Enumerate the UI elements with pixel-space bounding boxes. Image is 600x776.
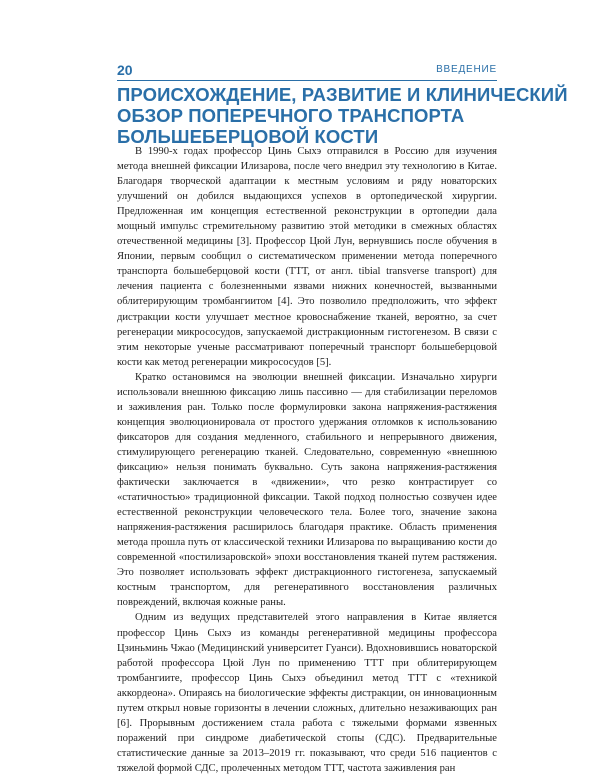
paragraph: Одним из ведущих представителей этого направления в Китае является профессор Цинь Сыхэ из команды регенеративной медицины профессора Цзиньминь Чжао (Медицинский университет Гуанси). Вдохновившись новаторской работой профессора Цюй Лун по применению ТТТ при облитерирующем тромбангиите, профессор Цинь Сыхэ объединил метод ТТТ с «техникой аккордеона». Опираясь на биологические эффекты дистракции, он инновационным путем открыл новые горизонты в лечении сложных, длительно незаживающих ран [6]. Прорывным достижением стала работа с тяжелыми формами язвенных поражений при синдроме диабетической стопы (СДС). Предварительные статистические данные за 2013–2019 гг. показывают, что среди 516 пациентов с тяжелой формой СДС, пролеченных методом ТТТ, частота заживления ран [117,612,497,774]
paragraph: Кратко остановимся на эволюции внешней фиксации. Изначально хирурги использовали внешнюю фиксацию лишь пассивно — для стабилизации переломов и заживления ран. Только после формулировки закона напряжения-растяжения концепция эволюционировала от простого удержания отломков к использованию фиксаторов для создания медленного, стабильного и непрерывного движения, стимулирующего регенерацию тканей. Следовательно, современную «внешнюю фиксацию» нельзя понимать буквально. Суть закона напряжения-растяжения фактически заключается в «движении», что резко контрастирует со «статичностью» традиционной фиксации. Такой подход полностью созвучен идее естественной реконструкции человеческого тела. Более того, значение закона напряжения-растяжения расширилось благодаря практике. Область применения метода прошла путь от классической техники Илизарова по выращиванию кости до современной «постилизаровской» эпохи восстановления тканей путем растяжения. Это позволяет использовать эффект дистракционного гистогенеза, запускаемый костным транспортом, для регенеративного восстановления различных повреждений, включая кожные раны. [117,371,497,609]
chapter-title-line: ОБЗОР ПОПЕРЕЧНОГО ТРАНСПОРТА [117,105,465,126]
chapter-title-line: ПРОИСХОЖДЕНИЕ, РАЗВИТИЕ И КЛИНИЧЕСКИЙ [117,84,568,105]
chapter-title-line: БОЛЬШЕБЕРЦОВОЙ КОСТИ [117,126,379,147]
section-label: ВВЕДЕНИЕ [436,64,497,75]
page-number: 20 [117,62,133,78]
paragraph: В 1990-х годах профессор Цинь Сыхэ отправился в Россию для изучения метода внешней фиксации Илизарова, после чего внедрил эту технологию в Китае. Благодаря творческой адаптации к местным условиям и ряду новаторских улучшений он добился выдающихся успехов в ортопедической хирургии. Предложенная им концепция естественной реконструкции в ортопедии дала мощный импульс стремительному развитию этой методики в смежных областях отечественной медицины [3]. Профессор Цюй Лун, вернувшись после обучения в Японии, первым сообщил о систематическом применении метода поперечного транспорта большеберцовой кости (ТТТ, от англ. tibial transverse transport) для лечения пациента с болезненными язвами нижних конечностей, вызванными облитерирующим тромбангиитом [4]. Это позволило предположить, что эффект дистракции кости улучшает местное кровоснабжение тканей, вероятно, за счет регенерации микрососудов, запускаемой дистракционным гистогенезом. В связи с этим некоторые ученые рассматривают поперечный транспорт большеберцовой кости как метод регенерации микрососудов [5]. [117,146,497,368]
body-text [117,144,497,776]
running-header [117,62,497,81]
chapter-title [117,84,568,147]
